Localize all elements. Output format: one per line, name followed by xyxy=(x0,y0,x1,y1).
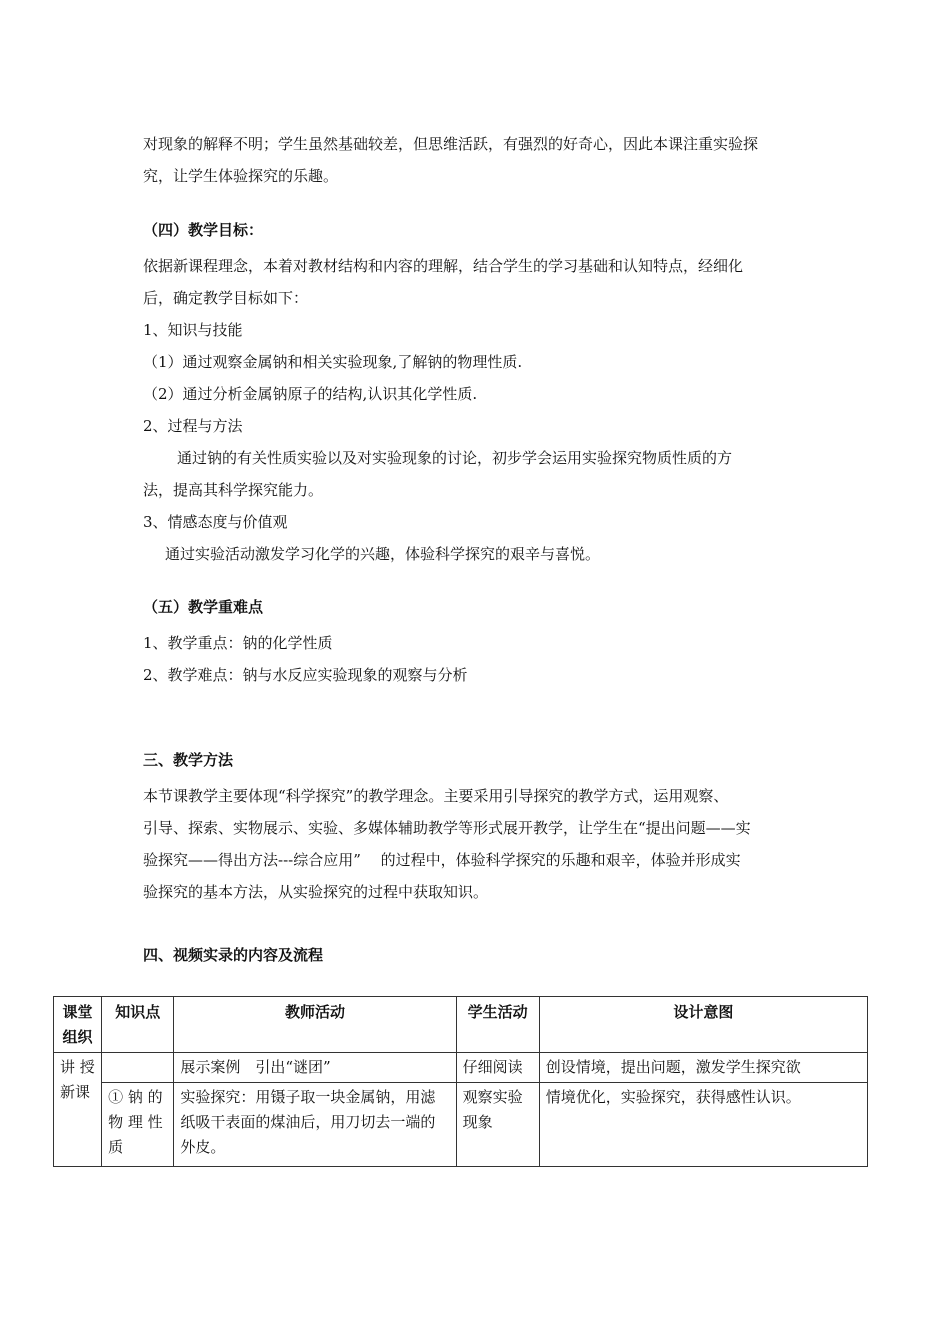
table-header-row xyxy=(54,997,868,1053)
key-point: 1、教学重点：钠的化学性质 xyxy=(143,634,333,652)
difficult-point: 2、教学难点：钠与水反应实验现象的观察与分析 xyxy=(143,666,468,684)
knowledge-cell: ① 钠 的物 理 性质 xyxy=(102,1083,174,1167)
section-4-heading: （四）教学目标： xyxy=(143,221,264,239)
design-intent-cell: 创设情境，提出问题，激发学生探究欲 xyxy=(539,1053,867,1083)
process-line-2: 法，提高其科学探究能力。 xyxy=(143,481,324,499)
knowledge-item-2: （2）通过分析金属钠原子的结构,认识其化学性质. xyxy=(143,385,478,403)
process-line-1: 通过钠的有关性质实验以及对实验现象的讨论，初步学会运用实验探究物质性质的方 xyxy=(177,449,733,467)
intro-line-2: 究，让学生体验探究的乐趣。 xyxy=(143,167,339,185)
knowledge-heading: 1、知识与技能 xyxy=(143,321,243,339)
header-student-activity: 学生活动 xyxy=(456,997,539,1053)
emotion-heading: 3、情感态度与价值观 xyxy=(143,513,288,531)
header-design-intent: 设计意图 xyxy=(539,997,867,1053)
method-heading: 三、教学方法 xyxy=(143,751,234,769)
table-row xyxy=(54,1053,868,1083)
section-4-para-line-2: 后，确定教学目标如下： xyxy=(143,289,309,307)
flow-table xyxy=(53,996,868,1167)
table-row xyxy=(54,1083,868,1167)
flow-heading: 四、视频实录的内容及流程 xyxy=(143,946,324,964)
organization-cell: 讲 授新课 xyxy=(54,1053,102,1167)
method-line-4: 验探究的基本方法，从实验探究的过程中获取知识。 xyxy=(143,883,489,901)
student-activity-cell: 观察实验现象 xyxy=(456,1083,539,1167)
header-organization: 课堂组织 xyxy=(54,997,102,1053)
header-knowledge-point: 知识点 xyxy=(102,997,174,1053)
student-activity-cell: 仔细阅读 xyxy=(456,1053,539,1083)
process-heading: 2、过程与方法 xyxy=(143,417,243,435)
knowledge-cell xyxy=(102,1053,174,1083)
emotion-line: 通过实验活动激发学习化学的兴趣，体验科学探究的艰辛与喜悦。 xyxy=(165,545,601,563)
design-intent-cell: 情境优化，实验探究，获得感性认识。 xyxy=(539,1083,867,1167)
section-5-heading: （五）教学重难点 xyxy=(143,598,264,616)
teacher-activity-cell: 实验探究：用镊子取一块金属钠，用滤纸吸干表面的煤油后，用刀切去一端的外皮。 xyxy=(174,1083,456,1167)
method-line-3: 验探究——得出方法---综合应用” 的过程中，体验科学探究的乐趣和艰辛，体验并形成实 xyxy=(143,851,741,869)
knowledge-item-1: （1）通过观察金属钠和相关实验现象,了解钠的物理性质. xyxy=(143,353,523,371)
method-line-1: 本节课教学主要体现“科学探究”的教学理念。主要采用引导探究的教学方式，运用观察、 xyxy=(143,787,729,805)
teacher-activity-cell: 展示案例 引出“谜团” xyxy=(174,1053,456,1083)
method-line-2: 引导、探索、实物展示、实验、多媒体辅助教学等形式展开教学，让学生在“提出问题——实 xyxy=(143,819,751,837)
intro-line-1: 对现象的解释不明；学生虽然基础较差，但思维活跃，有强烈的好奇心，因此本课注重实验探 xyxy=(143,135,759,153)
header-teacher-activity: 教师活动 xyxy=(174,997,456,1053)
section-4-para-line-1: 依据新课程理念，本着对教材结构和内容的理解，结合学生的学习基础和认知特点，经细化 xyxy=(143,257,744,275)
